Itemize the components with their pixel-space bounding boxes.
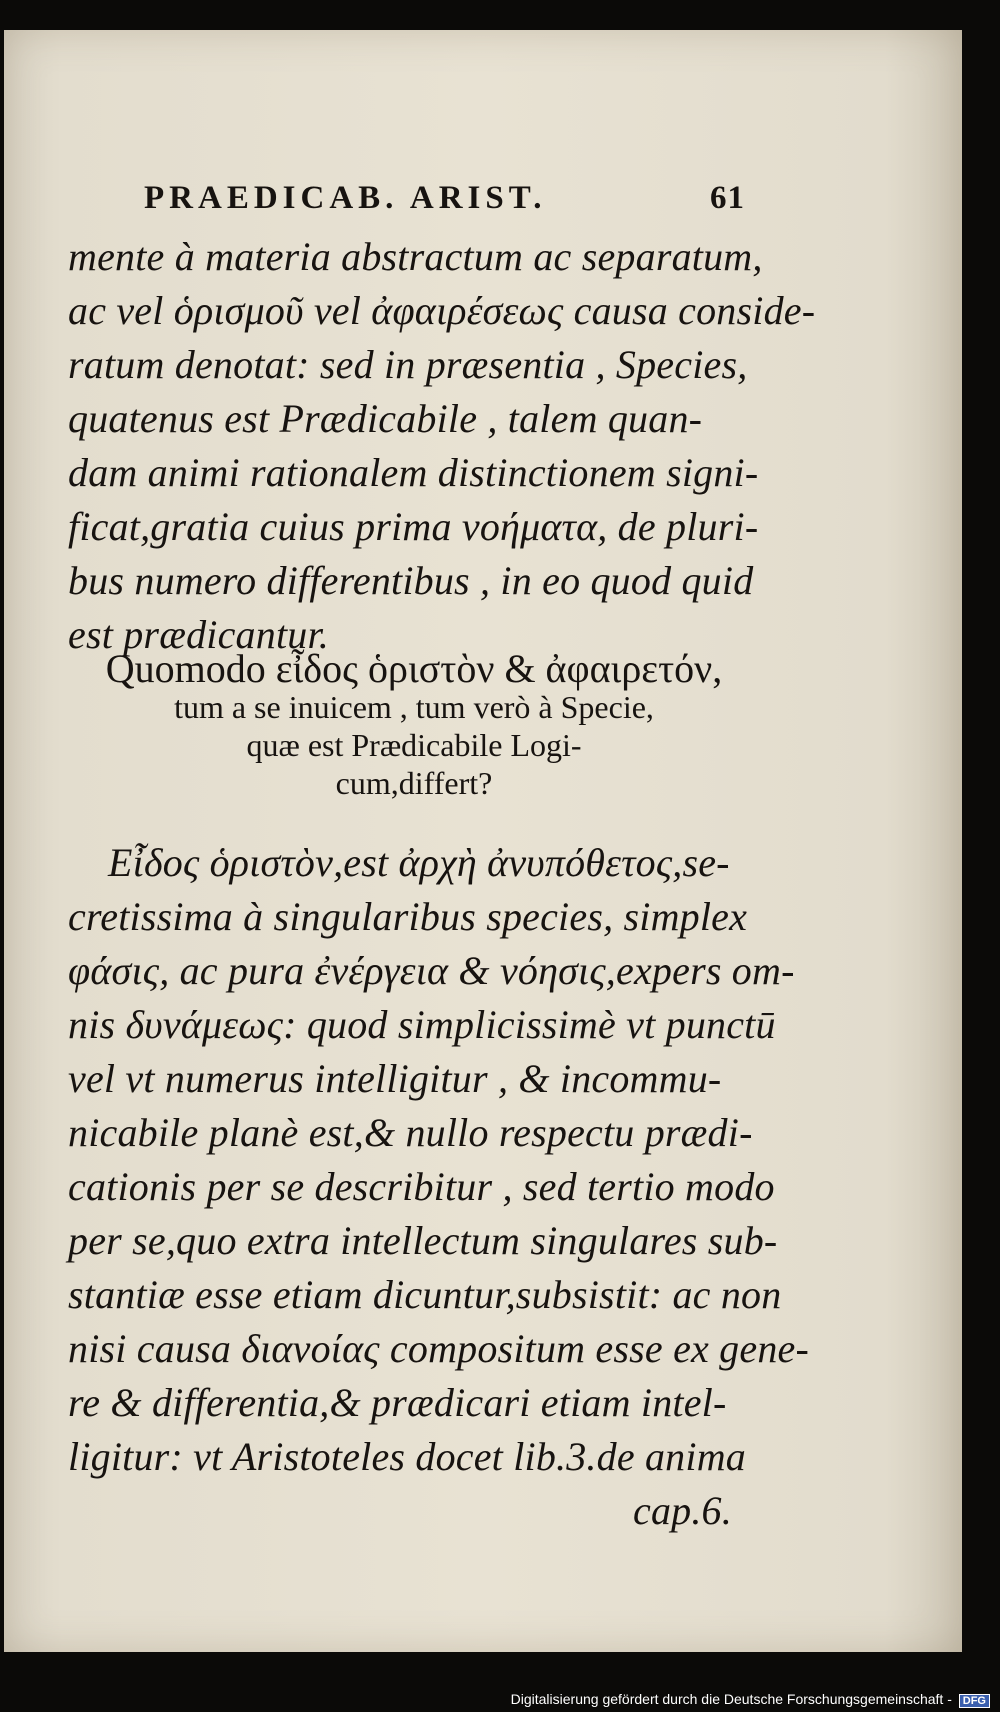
- text-line: bus numero differentibus , in eo quod quid: [68, 558, 754, 603]
- text-line: quatenus est Prædicabile , talem quan-: [68, 396, 703, 441]
- text-line: cationis per se describitur , sed tertio modo: [68, 1164, 775, 1209]
- text-line: mente à materia abstractum ac separatum,: [68, 234, 763, 279]
- text-line: ratum denotat: sed in præsentia , Species,: [68, 342, 748, 387]
- credit-text: Digitalisierung gefördert durch die Deutsche Forschungsgemeinschaft -: [510, 1691, 952, 1707]
- book-page: [4, 30, 962, 1652]
- text-line: cretissima à singularibus species, simplex: [68, 894, 748, 939]
- digitization-credit: [511, 1691, 990, 1708]
- text-line: nis δυνάμεως: quod simplicissimè vt punctū: [68, 1002, 776, 1047]
- text-line: re & differentia,& prædicari etiam intel-: [68, 1380, 727, 1425]
- text-line: est prædicantur.: [68, 612, 329, 657]
- heading-line: quæ est Prædicabile Logi-: [246, 727, 582, 763]
- page-number: 61: [710, 180, 745, 216]
- text-line: ac vel ὁρισμοῦ vel ἀφαιρέσεως causa conside-: [68, 288, 816, 333]
- text-line: nicabile planè est,& nullo respectu prædi-: [68, 1110, 753, 1155]
- text-line: stantiæ esse etiam dicuntur,subsistit: ac non: [68, 1272, 782, 1317]
- text-line: nisi causa διανοίας compositum esse ex gene-: [68, 1326, 810, 1371]
- running-title: PRAEDICAB. ARIST.: [144, 180, 547, 216]
- section-heading: [64, 646, 764, 802]
- text-line: dam animi rationalem distinctionem signi-: [68, 450, 759, 495]
- text-line: vel vt numerus intelligitur , & incommu-: [68, 1056, 722, 1101]
- dfg-logo-icon: DFG: [959, 1694, 990, 1708]
- text-line: ficat,gratia cuius prima νοήματα, de pluri-: [68, 504, 759, 549]
- heading-line: Quomodo εἶδος ὁριστὸν & ἀφαιρετόν,: [105, 646, 723, 691]
- paragraph-1: [68, 230, 815, 662]
- paragraph-2: [68, 836, 809, 1538]
- text-line: ligitur: vt Aristoteles docet lib.3.de anima: [68, 1434, 746, 1479]
- heading-line: cum,differt?: [335, 765, 493, 801]
- heading-line: tum a se inuicem , tum verò à Specie,: [174, 689, 654, 725]
- text-line: Εἶδος ὁριστὸν,est ἀρχὴ ἀνυπόθετος,se-: [108, 840, 730, 885]
- text-line: cap.6.: [633, 1488, 732, 1533]
- text-line: φάσις, ac pura ἐνέργεια & νόησις,expers om-: [68, 948, 795, 993]
- text-line: per se,quo extra intellectum singulares sub-: [68, 1218, 778, 1263]
